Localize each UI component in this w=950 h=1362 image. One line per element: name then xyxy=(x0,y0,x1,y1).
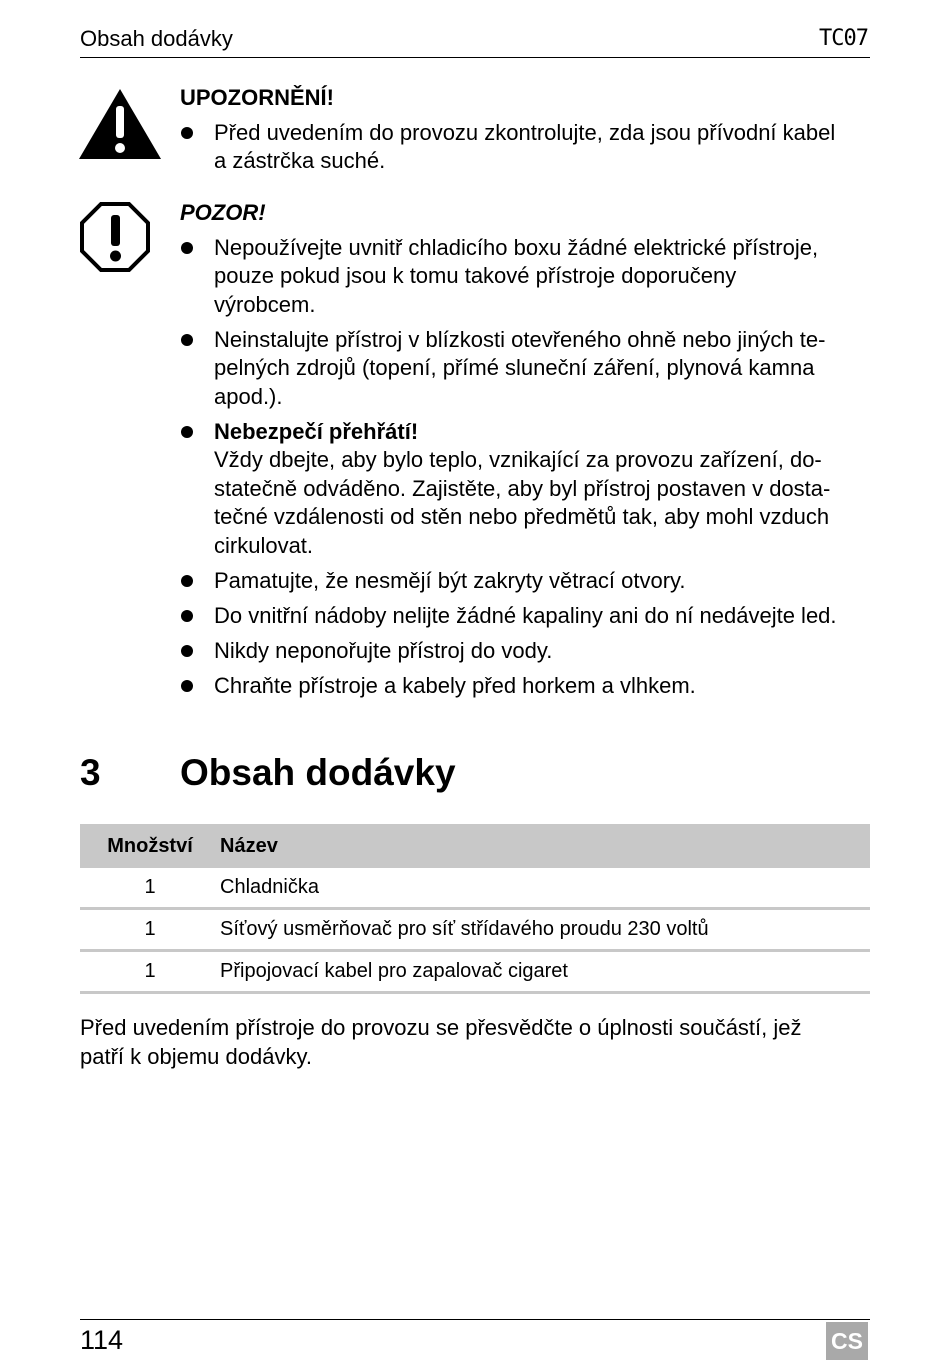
table-row xyxy=(80,868,870,909)
page-number: 114 xyxy=(80,1325,124,1355)
caution-octagon-icon xyxy=(80,202,150,272)
list-item: Do vnitřní nádoby nelijte žádné kapaliny ani do ní nedávejte led. xyxy=(180,602,870,631)
list-item: Nebezpečí přehřátí! Vždy dbejte, aby bylo teplo, vznikající za provozu zařízení, do- statečně odváděno. Zajistěte, aby byl přístroj postaven v dosta- tečné vzdálenosti od stěn nebo předmětů tak, aby mohl vzduch cirkulovat. xyxy=(180,418,870,561)
caution-title: POZOR! xyxy=(180,200,266,225)
table-row xyxy=(80,951,870,993)
overheat-warning: Nebezpečí přehřátí! xyxy=(214,418,419,444)
list-item: Chraňte přístroje a kabely před horkem a vlhkem. xyxy=(180,672,870,701)
header-divider xyxy=(80,57,870,58)
list-item: Nepoužívejte uvnitř chladicího boxu žádné elektrické přístroje, pouze pokud jsou k tomu takové přístroje doporučeny výrobcem. xyxy=(180,234,870,320)
running-header-title: Obsah dodávky xyxy=(80,26,233,51)
table-row xyxy=(80,909,870,951)
section-heading xyxy=(80,752,456,794)
cell-name: Chladnička xyxy=(220,868,870,909)
bullet-icon xyxy=(181,645,193,657)
bullet-icon xyxy=(181,127,193,139)
cell-name: Síťový usměrňovač pro síť střídavého proudu 230 voltů xyxy=(220,909,870,951)
warning-notice xyxy=(180,84,870,182)
cell-name: Připojovací kabel pro zapalovač cigaret xyxy=(220,951,870,993)
caution-notice xyxy=(180,199,870,707)
language-badge: CS xyxy=(826,1322,868,1360)
bullet-icon xyxy=(181,334,193,346)
list-item: Neinstalujte přístroj v blízkosti otevřeného ohně nebo jiných te- pelných zdrojů (topení, přímé sluneční záření, plynová kamna apod.). xyxy=(180,326,870,412)
bullet-icon xyxy=(181,610,193,622)
running-header-model: TC07 xyxy=(819,26,868,51)
list-item: Pamatujte, že nesmějí být zakryty větrací otvory. xyxy=(180,567,870,596)
bullet-icon xyxy=(181,426,193,438)
caution-list xyxy=(180,234,870,701)
cell-quantity: 1 xyxy=(80,951,220,993)
bullet-icon xyxy=(181,575,193,587)
table-header-row xyxy=(80,824,870,868)
column-header-quantity: Množství xyxy=(107,834,193,857)
column-header-name: Název xyxy=(220,834,278,857)
bullet-icon xyxy=(181,242,193,254)
warning-list xyxy=(180,119,870,176)
footer-divider xyxy=(80,1319,870,1320)
closing-paragraph: Před uvedením přístroje do provozu se přesvědčte o úplnosti součástí, jež patří k objemu dodávky. xyxy=(80,1015,802,1069)
section-number: 3 xyxy=(80,752,101,793)
section-title: Obsah dodávky xyxy=(180,752,456,793)
warning-title: UPOZORNĚNÍ! xyxy=(180,85,334,110)
bullet-icon xyxy=(181,680,193,692)
contents-table xyxy=(80,824,870,994)
cell-quantity: 1 xyxy=(80,909,220,951)
list-item: Nikdy neponořujte přístroj do vody. xyxy=(180,637,870,666)
warning-triangle-icon xyxy=(78,88,162,160)
cell-quantity: 1 xyxy=(80,868,220,909)
list-item: Před uvedením do provozu zkontrolujte, zda jsou přívodní kabel a zástrčka suché. xyxy=(180,119,870,176)
